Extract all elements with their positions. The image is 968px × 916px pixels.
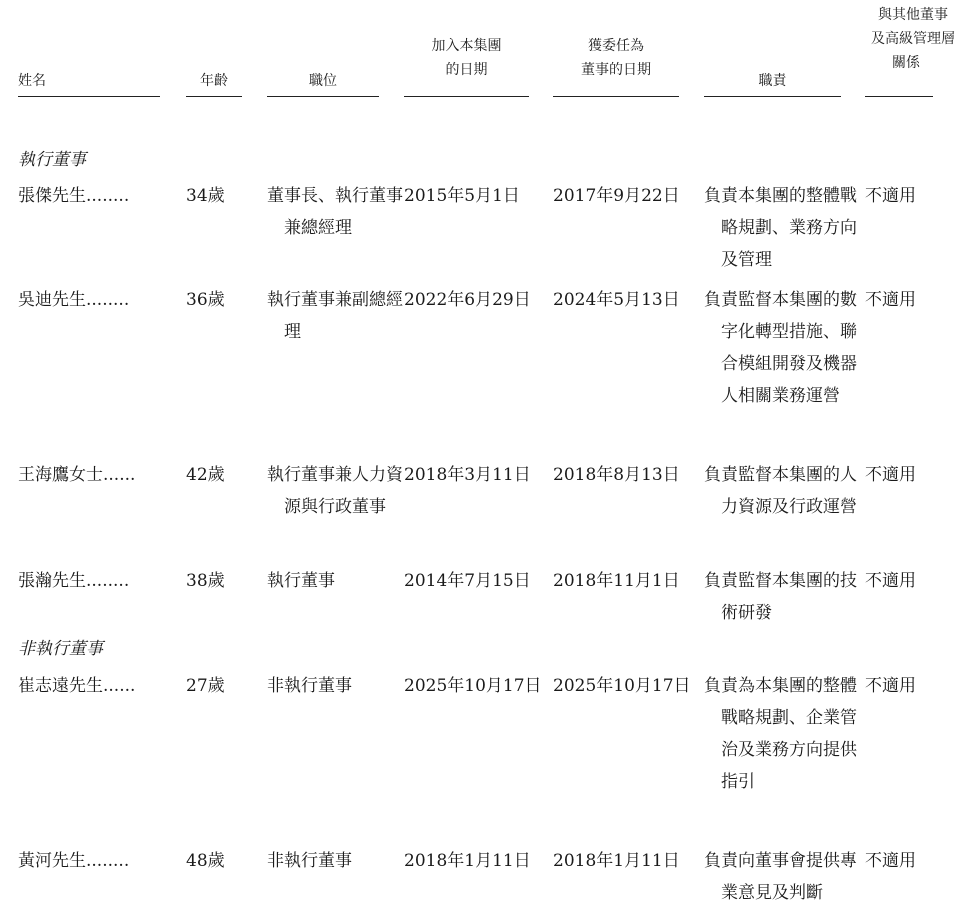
appoint-date: 2018年1月11日 [553, 851, 680, 871]
director-position: 執行董事兼副總經理 [267, 290, 403, 342]
appoint-date: 2024年5月13日 [553, 290, 680, 310]
join-date: 2018年1月11日 [404, 851, 531, 871]
appoint-date: 2017年9月22日 [553, 186, 680, 206]
header-line: 年齡 [200, 73, 228, 89]
director-position: 非執行董事 [267, 851, 352, 871]
join-date: 2014年7月15日 [404, 571, 531, 591]
header-line: 及高級管理層 [871, 31, 955, 47]
header-rule [553, 96, 679, 97]
header-join-date [404, 34, 529, 82]
header-age [186, 69, 242, 93]
header-line: 的日期 [445, 62, 488, 78]
director-responsibilities: 負責本集團的整體戰略規劃、業務方向及管理 [704, 186, 857, 270]
relationship: 不適用 [865, 851, 916, 871]
relationship: 不適用 [865, 676, 916, 696]
director-name: 張傑先生........ [18, 186, 130, 206]
director-name: 張瀚先生........ [18, 571, 130, 591]
header-line: 關係 [892, 55, 920, 71]
header-line: 獲委任為 [588, 38, 644, 54]
header-line: 姓名 [18, 73, 46, 89]
section-title: 非執行董事 [18, 639, 103, 659]
relationship: 不適用 [865, 571, 916, 591]
director-position: 執行董事 [267, 571, 335, 591]
header-rule [865, 96, 933, 97]
director-responsibilities: 負責為本集團的整體戰略規劃、企業管治及業務方向提供指引 [704, 676, 857, 792]
director-position: 執行董事兼人力資源與行政董事 [267, 465, 403, 517]
appoint-date: 2025年10月17日 [553, 676, 691, 696]
director-name: 崔志遠先生...... [18, 676, 136, 696]
director-responsibilities: 負責監督本集團的數字化轉型措施、聯合模組開發及機器人相關業務運營 [704, 290, 857, 406]
director-name: 吳迪先生........ [18, 290, 130, 310]
header-line: 董事的日期 [581, 62, 651, 78]
director-name: 黃河先生........ [18, 851, 130, 871]
join-date: 2018年3月11日 [404, 465, 531, 485]
appoint-date: 2018年11月1日 [553, 571, 680, 591]
relationship: 不適用 [865, 186, 916, 206]
header-rule [267, 96, 379, 97]
director-age: 27歲 [186, 676, 225, 696]
director-age: 48歲 [186, 851, 225, 871]
director-responsibilities: 負責監督本集團的技術研發 [704, 571, 857, 623]
header-position [267, 69, 379, 93]
section-title: 執行董事 [18, 150, 86, 170]
appoint-date: 2018年8月13日 [553, 465, 680, 485]
director-responsibilities: 負責向董事會提供專業意見及判斷 [704, 851, 857, 903]
header-rule [186, 96, 242, 97]
header-rule [704, 96, 841, 97]
relationship: 不適用 [865, 465, 916, 485]
director-age: 38歲 [186, 571, 225, 591]
header-rule [18, 96, 160, 97]
director-name: 王海鷹女士...... [18, 465, 136, 485]
director-position: 董事長、執行董事兼總經理 [267, 186, 403, 238]
header-line: 職位 [309, 73, 337, 89]
director-age: 34歲 [186, 186, 225, 206]
header-appoint-date [553, 34, 679, 82]
director-position: 非執行董事 [267, 676, 352, 696]
director-age: 36歲 [186, 290, 225, 310]
header-relationship [858, 3, 968, 75]
join-date: 2015年5月1日 [404, 186, 520, 206]
header-line: 加入本集團 [431, 38, 502, 54]
relationship: 不適用 [865, 290, 916, 310]
header-line: 與其他董事 [878, 7, 948, 23]
join-date: 2025年10月17日 [404, 676, 542, 696]
director-responsibilities: 負責監督本集團的人力資源及行政運營 [704, 465, 857, 517]
director-age: 42歲 [186, 465, 225, 485]
header-responsibilities [704, 69, 841, 93]
header-line: 職責 [758, 73, 787, 89]
header-rule [404, 96, 529, 97]
header-name [18, 69, 160, 93]
join-date: 2022年6月29日 [404, 290, 531, 310]
